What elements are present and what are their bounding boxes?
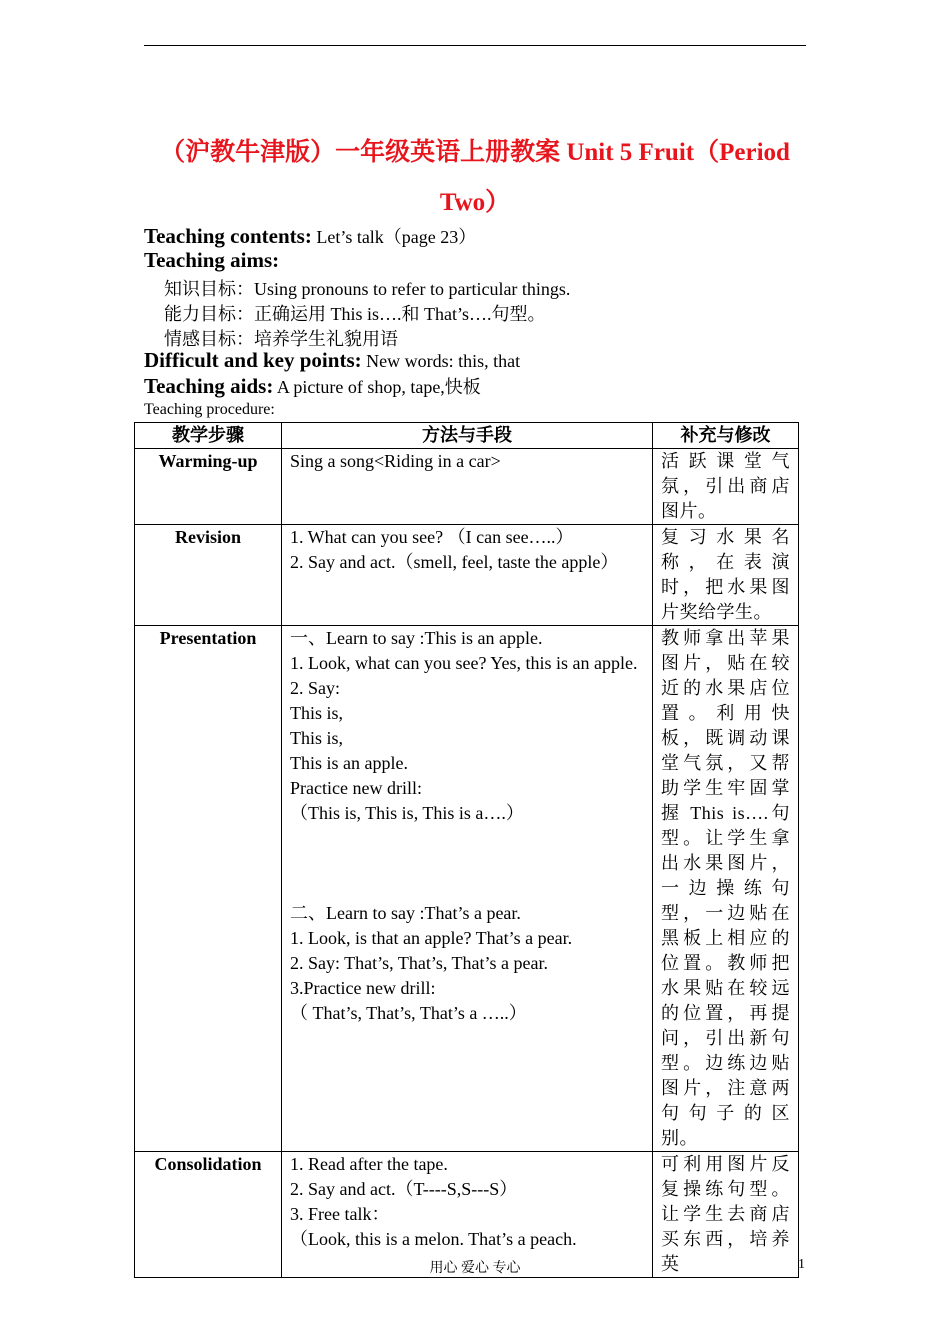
teaching-aims-label: Teaching aims: xyxy=(144,248,280,272)
method-line: Practice new drill: xyxy=(290,778,422,798)
method-line: 2. Say and act.（T----S,S---S） xyxy=(290,1179,518,1199)
method-line: 2. Say: That’s, That’s, That’s a pear. xyxy=(290,953,548,973)
method-line: Sing a song<Riding in a car> xyxy=(290,451,501,471)
table-row xyxy=(135,525,799,626)
header-rule xyxy=(144,45,806,46)
procedure-table xyxy=(134,422,799,1278)
method-line: （This is, This is, This is a….） xyxy=(290,803,524,823)
table-header-row xyxy=(135,423,799,449)
note-cell: 复习水果名称，在表演时，把水果图片奖给学生。 xyxy=(653,525,799,626)
teaching-contents-label: Teaching contents: xyxy=(144,224,312,248)
method-line: 1. Read after the tape. xyxy=(290,1154,448,1174)
difficult-points-label: Difficult and key points: xyxy=(144,348,362,372)
aim-knowledge: 知识目标：Using pronouns to refer to particular things. xyxy=(164,279,571,299)
method-cell xyxy=(282,449,653,525)
difficult-points xyxy=(144,348,520,373)
teaching-contents-value: Let’s talk（page 23） xyxy=(311,227,477,247)
teaching-aids-label: Teaching aids: xyxy=(144,374,274,398)
note-cell: 教师拿出苹果图片，贴在较近的水果店位置。利用快板，既调动课堂气氛，又帮助学生牢固掌握 This is….句型。让学生拿出水果图片，一边操练句型，一边贴在黑板上相应的位置。教师把水果贴在较远的位置，再提问，引出新句型。边练边贴图片，注意两句句子的区别。 xyxy=(653,626,799,1152)
method-line: （ That’s, That’s, That’s a …..） xyxy=(290,1003,527,1023)
method-line: 二、Learn to say :That’s a pear. xyxy=(290,903,521,923)
method-line: 1. Look, what can you see? Yes, this is an apple. xyxy=(290,653,638,673)
aim-emotion: 情感目标：培养学生礼貌用语 xyxy=(164,329,398,349)
table-body xyxy=(135,449,799,1278)
method-line: 1. Look, is that an apple? That’s a pear. xyxy=(290,928,573,948)
note-cell: 活跃课堂气氛，引出商店图片。 xyxy=(653,449,799,525)
method-cell xyxy=(282,626,653,1152)
method-line: 2. Say: xyxy=(290,678,341,698)
header-note: 补充与修改 xyxy=(653,423,799,449)
method-line: （Look, this is a melon. That’s a peach. xyxy=(290,1229,577,1249)
footer-motto: 用心 爱心 专心 xyxy=(429,1261,521,1276)
method-line xyxy=(290,851,644,876)
method-cell xyxy=(282,525,653,626)
step-cell: Presentation xyxy=(135,626,282,1152)
page-number: 1 xyxy=(798,1257,805,1272)
method-line: 一、Learn to say :This is an apple. xyxy=(290,628,543,648)
method-line: This is an apple. xyxy=(290,753,408,773)
step-cell: Consolidation xyxy=(135,1152,282,1278)
step-cell: Revision xyxy=(135,525,282,626)
method-line xyxy=(290,876,644,901)
note-cell: 可利用图片反复操练句型。让学生去商店买东西，培养英 xyxy=(653,1152,799,1278)
aim-ability: 能力目标：正确运用 This is….和 That’s….句型。 xyxy=(164,304,546,324)
difficult-points-value: New words: this, that xyxy=(361,351,521,371)
method-line xyxy=(290,826,644,851)
step-cell: Warming-up xyxy=(135,449,282,525)
teaching-contents xyxy=(144,223,476,249)
procedure-label: Teaching procedure: xyxy=(144,401,275,418)
method-line: This is, xyxy=(290,703,344,723)
method-line: 3. Free talk： xyxy=(290,1204,390,1224)
table-row xyxy=(135,449,799,525)
teaching-aids-value: A picture of shop, tape,快板 xyxy=(273,377,481,397)
method-line: 3.Practice new drill: xyxy=(290,978,436,998)
header-method: 方法与手段 xyxy=(282,423,653,449)
header-step: 教学步骤 xyxy=(135,423,282,449)
method-line: 1. What can you see? （I can see…..） xyxy=(290,527,574,547)
table-row xyxy=(135,626,799,1152)
method-line: This is, xyxy=(290,728,344,748)
teaching-aids xyxy=(144,373,481,399)
teaching-aims xyxy=(144,248,279,273)
page-title: （沪教牛津版）一年级英语上册教案 Unit 5 Fruit（Period Two） xyxy=(160,139,790,216)
method-line: 2. Say and act.（smell, feel, taste the apple） xyxy=(290,552,619,572)
